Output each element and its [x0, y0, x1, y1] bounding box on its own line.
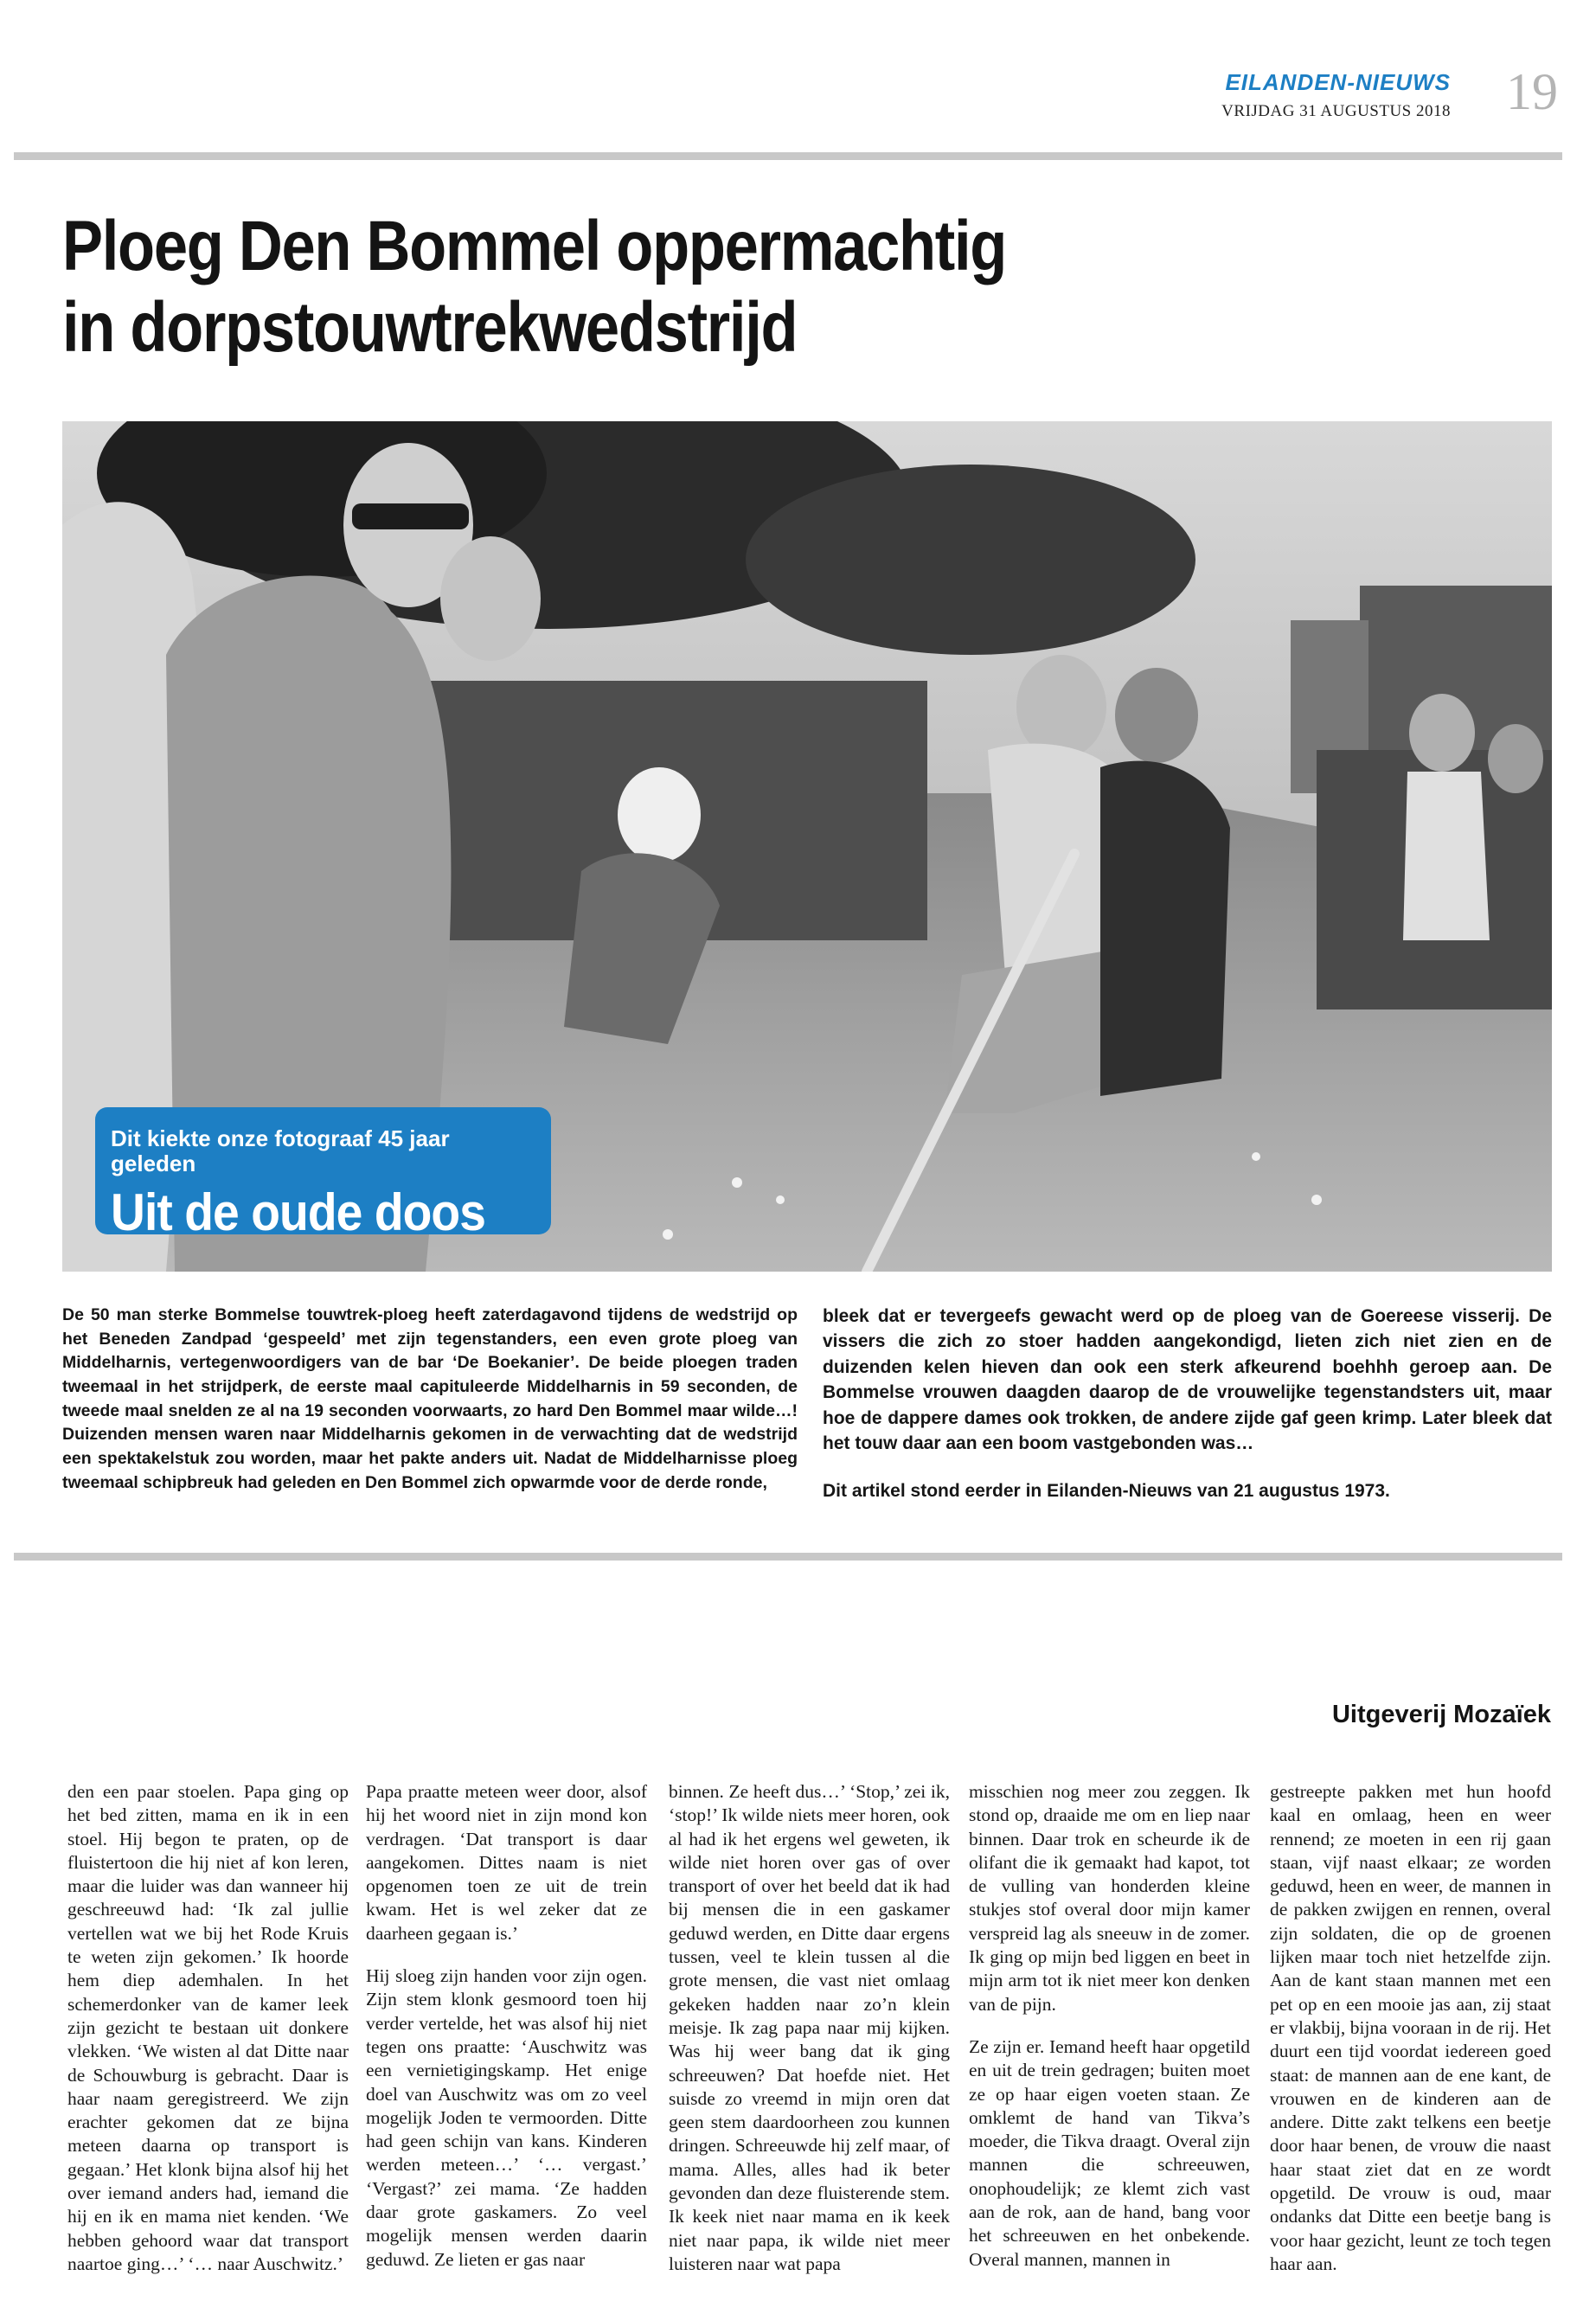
archive-badge — [95, 1107, 551, 1242]
issue-date: VRIJDAG 31 AUGUSTUS 2018 — [1221, 102, 1451, 120]
top-divider — [14, 152, 1562, 160]
headline-line-2: in dorpstouwtrekwedstrijd — [62, 288, 798, 368]
intro-paragraph: De 50 man sterke Bommelse touwtrek-ploeg heeft zaterdagavond tijdens de wedstrijd op het Beneden Zandpad ‘gespeeld’ met zijn tegenstanders, een even grote ploeg van Middelharnis, vertegenwoordigers van de bar ‘De Boekanier’. De beide ploegen traden tweemaal in het strijdperk, de eerste maal capituleerde Middelharnis in 59 seconden, de tweede maal snelden ze al na 19 seconden voorwaarts, zo hard Den Bommel maar wilde…! Duizenden mensen waren naar Middelharnis gekomen in de verwachting dat de wedstrijd een spektakelstuk zou worden, maar het pakte anders uit. Nadat de Middelharnisse ploeg tweemaal schipbreuk had geleden en Den Bommel zich opwarmde voor de derde ronde, — [62, 1305, 798, 1492]
headline-line-1: Ploeg Den Bommel oppermachtig — [62, 207, 1007, 285]
article-intro-left — [62, 1304, 798, 1496]
section-divider — [14, 1553, 1562, 1561]
serial-column-1 — [67, 1780, 349, 2276]
source-note: Dit artikel stond eerder in Eilanden-Nieuws van 21 augustus 1973. — [823, 1481, 1390, 1502]
serial-column-3 — [669, 1780, 950, 2276]
serial-paragraph: binnen. Ze heeft dus…’ ‘Stop,’ zei ik, ‘stop!’ Ik wilde niets meer horen, ook al had ik het ergens wel geweten, ik wilde niet horen over gas of over transport of over het beeld dat ik had bij mensen die in een gaskamer geduwd werden, en Ditte daar ergens tussen, veel te klein tussen al die grote mensen, die vast niet omlaag gekeken hadden naar zo’n klein meisje. Ik zag papa naar mij kijken. Was hij weer bang dat ik ging schreeuwen? Dat hoefde niet. Het suisde zo vreemd in mijn oren dat geen stem daardoorheen zou kunnen dringen. Schreeuwde hij zelf maar, of mama. Alles, alles had ik beter gevonden dan deze fluisterende stem. Ik keek niet naar mama en ik keek niet naar papa, ik wilde niet meer luisteren naar wat papa — [669, 1781, 950, 2274]
article-headline — [62, 206, 1178, 369]
serial-paragraph: Ze zijn er. Iemand heeft haar opgetild en uit de trein gedragen; buiten moet ze op haar eigen voeten staan. Ze omklemt de hand van Tikva’s moeder, die Tikva draagt. Overal zijn mannen die schreeuwen, onophoudelijk; ze klemt zich vast aan de rok, aan de hand, bang voor het schreeuwen en het onbekende. Overal mannen, mannen in — [969, 2035, 1250, 2270]
masthead — [1221, 71, 1451, 121]
serial-paragraph: Papa praatte meteen weer door, alsof hij het woord niet in zijn mond kon verdragen. ‘Dat transport is daar aangekomen. Dittes naam is niet opgenomen toen ze uit de trein kwam. Het is wel zeker dat ze daarheen gegaan is.’ — [366, 1781, 647, 1944]
serial-column-5 — [1270, 1780, 1551, 2276]
intro-paragraph: bleek dat er tevergeefs gewacht werd op de ploeg van de Goereese visserij. De vissers die zich zo stoer hadden aangekondigd, lieten zich niet zien en de duizenden kelen hieven dan ook een sterk afkeurend boehhh geroep aan. De Bommelse vrouwen daagden daarop de de vrouwelijke tegenstandsters uit, maar hoe de dappere dames ook trokken, de andere zijde gaf geen krimp. Later bleek dat het touw daar aan een boom vastgebonden was… — [823, 1306, 1552, 1453]
article-intro-right — [823, 1304, 1552, 1504]
serial-paragraph: den een paar stoelen. Papa ging op het bed zitten, mama en ik in een stoel. Hij begon te praten, op de fluistertoon die hij niet af kon leren, maar die luider was dan wanneer hij geschreeuwd had: ‘Ik zal jullie vertellen wat we bij het Rode Kruis te weten zijn gekomen.’ Ik hoorde hem diep ademhalen. In het schemerdonker van de kamer leek zijn gezicht te bestaan uit donkere vlekken. ‘We wisten al dat Ditte naar de Schouwburg is gebracht. Daar is haar naam geregistreerd. We zijn erachter gekomen dat ze bijna meteen daarna op transport is gegaan.’ Het klonk bijna alsof hij het over iemand anders had, iemand die hij en ik en mama niet kenden. ‘We hebben gehoord waar dat transport naartoe ging…’ ‘… naar Auschwitz.’ — [67, 1781, 349, 2274]
serial-paragraph: misschien nog meer zou zeggen. Ik stond op, draaide me om en liep naar binnen. Daar trok en scheurde ik de olifant die ik gemaakt had kapot, tot de vulling van honderden kleine stukjes stof overal door mijn kamer verspreid lag als sneeuw in de zomer. Ik ging op mijn bed liggen en beet in mijn arm tot ik niet meer kon denken van de pijn. — [969, 1781, 1250, 2015]
serial-paragraph: gestreepte pakken met hun hoofd kaal en omlaag, heen en weer rennend; ze moeten in een rij gaan staan, vijf naast elkaar; ze worden geduwd, heen en weer, de mannen in de pakken zwijgen en rennen, overal zijn soldaten, die op de groenen lijken maar toch niet hetzelfde zijn. Aan de kant staan mannen met een pet op en een mooie jas aan, zij staat er vlakbij, bijna vooraan in de rij. Het duurt een tijd voordat iedereen goed staat: de mannen aan de ene kant, de vrouwen en de kinderen aan de andere. Ditte zakt telkens een beetje door haar benen, de vrouw die naast haar staat ziet dat en ze wordt opgetild. De vrouw is oud, maar ondanks dat Ditte een beetje bang is voor haar gezicht, leunt ze toch tegen haar aan. — [1270, 1781, 1551, 2274]
badge-label: Uit de oude doos — [111, 1183, 486, 1242]
serial-paragraph: Hij sloeg zijn handen voor zijn ogen. Zijn stem klonk gesmoord toen hij verder vertelde, het was alsof hij niet tegen ons praatte: ‘Auschwitz was een vernietigingskamp. Het enige doel van Auschwitz was om zo veel mogelijk Joden te vermoorden. Ditte had geen schijn van kans. Kinderen werden meteen…’ ‘… vergast.’ ‘Vergast?’ zei mama. ‘Ze hadden daar grote gaskamers. Zo veel mogelijk mensen werden daarin geduwd. Ze lieten er gas naar — [366, 1965, 647, 2270]
page-number: 19 — [1506, 63, 1558, 120]
badge-kicker: Dit kiekte onze fotograaf 45 jaar geleden — [111, 1125, 450, 1176]
newspaper-brand: EILANDEN-NIEUWS — [1225, 69, 1451, 95]
serial-column-2 — [366, 1780, 647, 2272]
serial-column-4 — [969, 1780, 1250, 2272]
publisher-credit: Uitgeverij Mozaïek — [1331, 1701, 1551, 1728]
